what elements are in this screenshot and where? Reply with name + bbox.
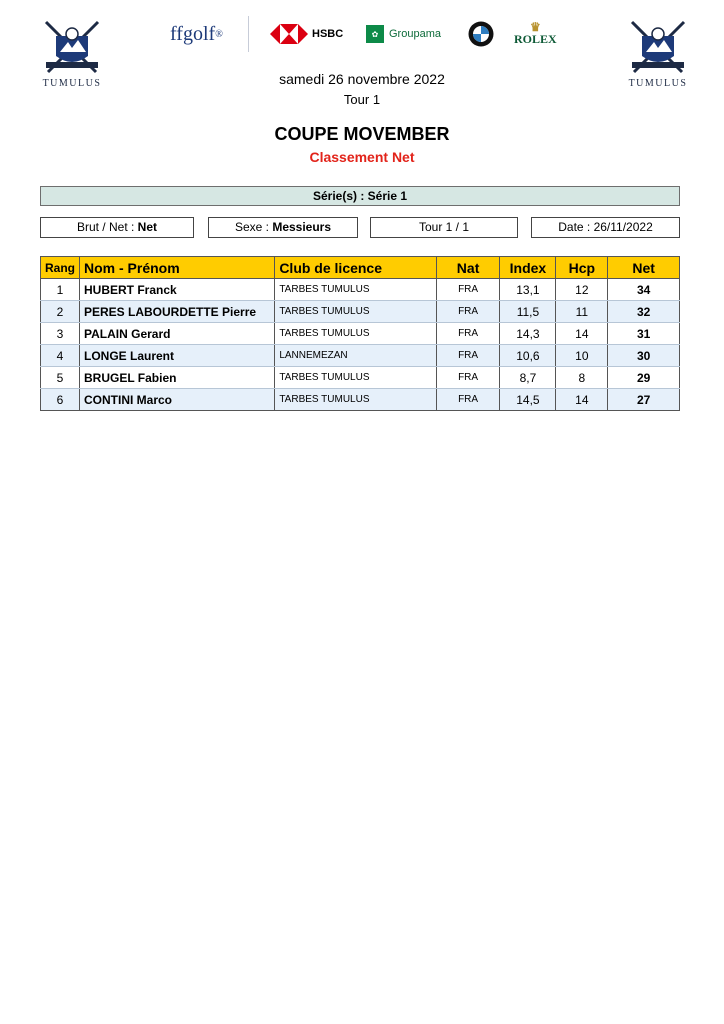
table-row xyxy=(41,367,680,389)
col-header-nom: Nom - Prénom xyxy=(80,257,275,279)
col-header-rang: Rang xyxy=(41,257,80,279)
cell-nom: CONTINI Marco xyxy=(80,389,275,411)
cell-nat: FRA xyxy=(436,301,500,323)
cell-nat: FRA xyxy=(436,279,500,301)
table-row xyxy=(41,323,680,345)
brut-net-box xyxy=(40,217,194,238)
hsbc-hexagon-icon xyxy=(270,24,308,44)
date-box: Date : 26/11/2022 xyxy=(531,217,680,238)
bmw-roundel-icon xyxy=(468,21,494,47)
col-header-club: Club de licence xyxy=(275,257,436,279)
table-row xyxy=(41,389,680,411)
cell-net: 31 xyxy=(608,323,680,345)
ffgolf-logo: ffgolf ® xyxy=(170,22,223,45)
sponsor-divider xyxy=(248,16,249,52)
cell-nat: FRA xyxy=(436,345,500,367)
cell-index: 14,5 xyxy=(500,389,556,411)
cell-net: 30 xyxy=(608,345,680,367)
serie-band: Série(s) : Série 1 xyxy=(40,186,680,206)
table-row xyxy=(41,345,680,367)
cell-club: LANNEMEZAN xyxy=(275,345,436,367)
cell-club: TARBES TUMULUS xyxy=(275,301,436,323)
cell-hcp: 10 xyxy=(556,345,608,367)
cell-net: 27 xyxy=(608,389,680,411)
cell-nom: PERES LABOURDETTE Pierre xyxy=(80,301,275,323)
cell-net: 29 xyxy=(608,367,680,389)
cell-nom: BRUGEL Fabien xyxy=(80,367,275,389)
cell-rang: 3 xyxy=(41,323,80,345)
sexe-box xyxy=(208,217,358,238)
cell-hcp: 14 xyxy=(556,389,608,411)
cell-hcp: 8 xyxy=(556,367,608,389)
cell-hcp: 12 xyxy=(556,279,608,301)
groupama-wordmark: Groupama xyxy=(389,28,441,40)
rolex-wordmark: ROLEX xyxy=(514,31,557,46)
club-wordmark: TUMULUS xyxy=(42,78,102,89)
cell-club: TARBES TUMULUS xyxy=(275,367,436,389)
brut-net-label: Brut / Net : xyxy=(76,220,135,234)
page-subtitle: Classement Net xyxy=(309,149,415,165)
col-header-nat: Nat xyxy=(436,257,500,279)
tour-box: Tour 1 / 1 xyxy=(370,217,518,238)
crown-icon: ♛ xyxy=(529,19,541,34)
cell-nat: FRA xyxy=(436,323,500,345)
cell-rang: 4 xyxy=(41,345,80,367)
col-header-hcp: Hcp xyxy=(556,257,608,279)
golf-crest-icon xyxy=(40,18,104,78)
hsbc-wordmark: HSBC xyxy=(312,28,344,40)
cell-index: 14,3 xyxy=(500,323,556,345)
table-header-row xyxy=(41,257,680,279)
event-date: samedi 26 novembre 2022 xyxy=(279,71,445,87)
cell-nat: FRA xyxy=(436,367,500,389)
cell-hcp: 14 xyxy=(556,323,608,345)
cell-hcp: 11 xyxy=(556,301,608,323)
brut-net-value: Net xyxy=(137,220,158,234)
cell-net: 32 xyxy=(608,301,680,323)
cell-rang: 2 xyxy=(41,301,80,323)
table-row xyxy=(41,301,680,323)
cell-club: TARBES TUMULUS xyxy=(275,279,436,301)
cell-nom: PALAIN Gerard xyxy=(80,323,275,345)
cell-nat: FRA xyxy=(436,389,500,411)
groupama-icon: ✿ xyxy=(366,25,384,43)
sponsor-bar xyxy=(152,12,582,56)
cell-rang: 5 xyxy=(41,367,80,389)
event-tour: Tour 1 xyxy=(343,92,381,107)
groupama-logo xyxy=(366,12,441,56)
cell-index: 11,5 xyxy=(500,301,556,323)
cell-index: 13,1 xyxy=(500,279,556,301)
cell-net: 34 xyxy=(608,279,680,301)
col-header-net: Net xyxy=(608,257,680,279)
hsbc-logo xyxy=(270,12,343,56)
cell-index: 10,6 xyxy=(500,345,556,367)
sexe-label: Sexe : xyxy=(234,220,269,234)
bmw-logo xyxy=(468,12,494,56)
sexe-value: Messieurs xyxy=(272,220,332,234)
golf-crest-icon xyxy=(626,18,690,78)
cell-club: TARBES TUMULUS xyxy=(275,323,436,345)
col-header-index: Index xyxy=(500,257,556,279)
ffgolf-wordmark: ffgolf xyxy=(170,22,216,45)
table-row xyxy=(41,279,680,301)
cell-nom: HUBERT Franck xyxy=(80,279,275,301)
cell-nom: LONGE Laurent xyxy=(80,345,275,367)
page-title: COUPE MOVEMBER xyxy=(274,124,450,144)
rolex-logo xyxy=(514,12,557,56)
cell-index: 8,7 xyxy=(500,367,556,389)
cell-rang: 1 xyxy=(41,279,80,301)
cell-club: TARBES TUMULUS xyxy=(275,389,436,411)
club-wordmark: TUMULUS xyxy=(628,78,688,89)
cell-rang: 6 xyxy=(41,389,80,411)
results-table xyxy=(40,256,680,411)
